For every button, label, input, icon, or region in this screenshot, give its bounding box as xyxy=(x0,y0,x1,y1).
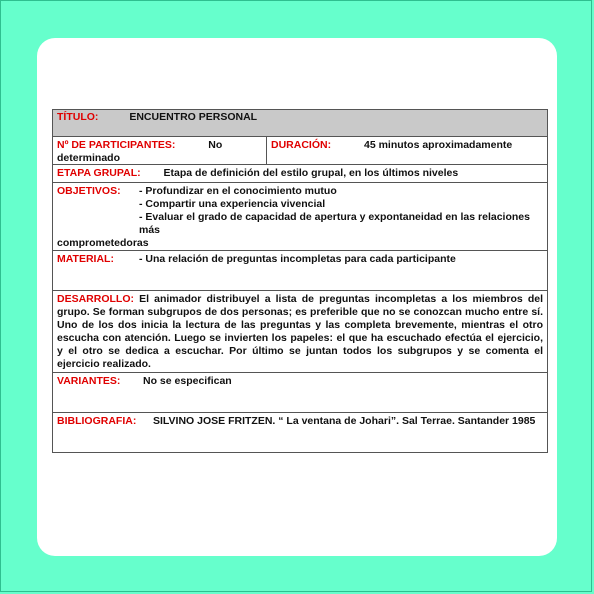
activity-sheet xyxy=(52,109,548,453)
title-row xyxy=(52,109,548,137)
bibliography-row xyxy=(52,413,548,453)
participants-value-cont: determinado xyxy=(57,152,121,164)
variants-row xyxy=(52,373,548,413)
participants-cell xyxy=(53,137,267,164)
objectives-label: OBJETIVOS: xyxy=(57,185,121,197)
material-row xyxy=(52,251,548,291)
stage-label: ETAPA GRUPAL: xyxy=(57,167,141,179)
development-text: El animador distribuyel a lista de preguntas incompletas a los miembros del grupo. Se forman subgrupos de dos personas; es preferible que no se conozcan mucho entre sí. Uno de los dos inicia la lectura de las preguntas y las completa brevemente, mientras el otro escucha con atención. Luego se invierten los papeles: el que ha escuchado efectúa el ejercicio, y el otro se dedica a escuchar. Por último se juntan todos los subgrupos y se comenta el ejercicio realizado. xyxy=(57,293,543,370)
participants-value: No xyxy=(208,139,223,151)
objective-item: - Evaluar el grado de capacidad de apertura y expontaneidad en las relaciones más xyxy=(139,211,530,236)
development-label: DESARROLLO: xyxy=(57,293,134,305)
title-label: TÍTULO: xyxy=(57,111,99,123)
development-row xyxy=(52,291,548,373)
variants-value: No se especifican xyxy=(143,375,232,387)
bibliography-label: BIBLIOGRAFIA: xyxy=(57,415,137,427)
stage-row xyxy=(52,165,548,183)
objective-continuation: comprometedoras xyxy=(57,237,149,249)
duration-value: 45 minutos aproximadamente xyxy=(364,139,513,151)
title-value: ENCUENTRO PERSONAL xyxy=(129,111,258,123)
participants-duration-row xyxy=(52,137,548,165)
objective-item: - Profundizar en el conocimiento mutuo xyxy=(139,185,337,197)
objectives-row xyxy=(52,183,548,251)
participants-label: Nº DE PARTICIPANTES: xyxy=(57,139,176,151)
bibliography-value: SILVINO JOSE FRITZEN. “ La ventana de Johari”. Sal Terrae. Santander 1985 xyxy=(153,415,536,427)
objective-item: - Compartir una experiencia vivencial xyxy=(139,198,326,210)
variants-label: VARIANTES: xyxy=(57,375,121,387)
duration-cell xyxy=(267,137,547,164)
duration-label: DURACIÓN: xyxy=(271,139,332,151)
stage-value: Etapa de definición del estilo grupal, en los últimos niveles xyxy=(163,167,459,179)
material-label: MATERIAL: xyxy=(57,253,114,265)
material-value: - Una relación de preguntas incompletas para cada participante xyxy=(139,253,456,265)
